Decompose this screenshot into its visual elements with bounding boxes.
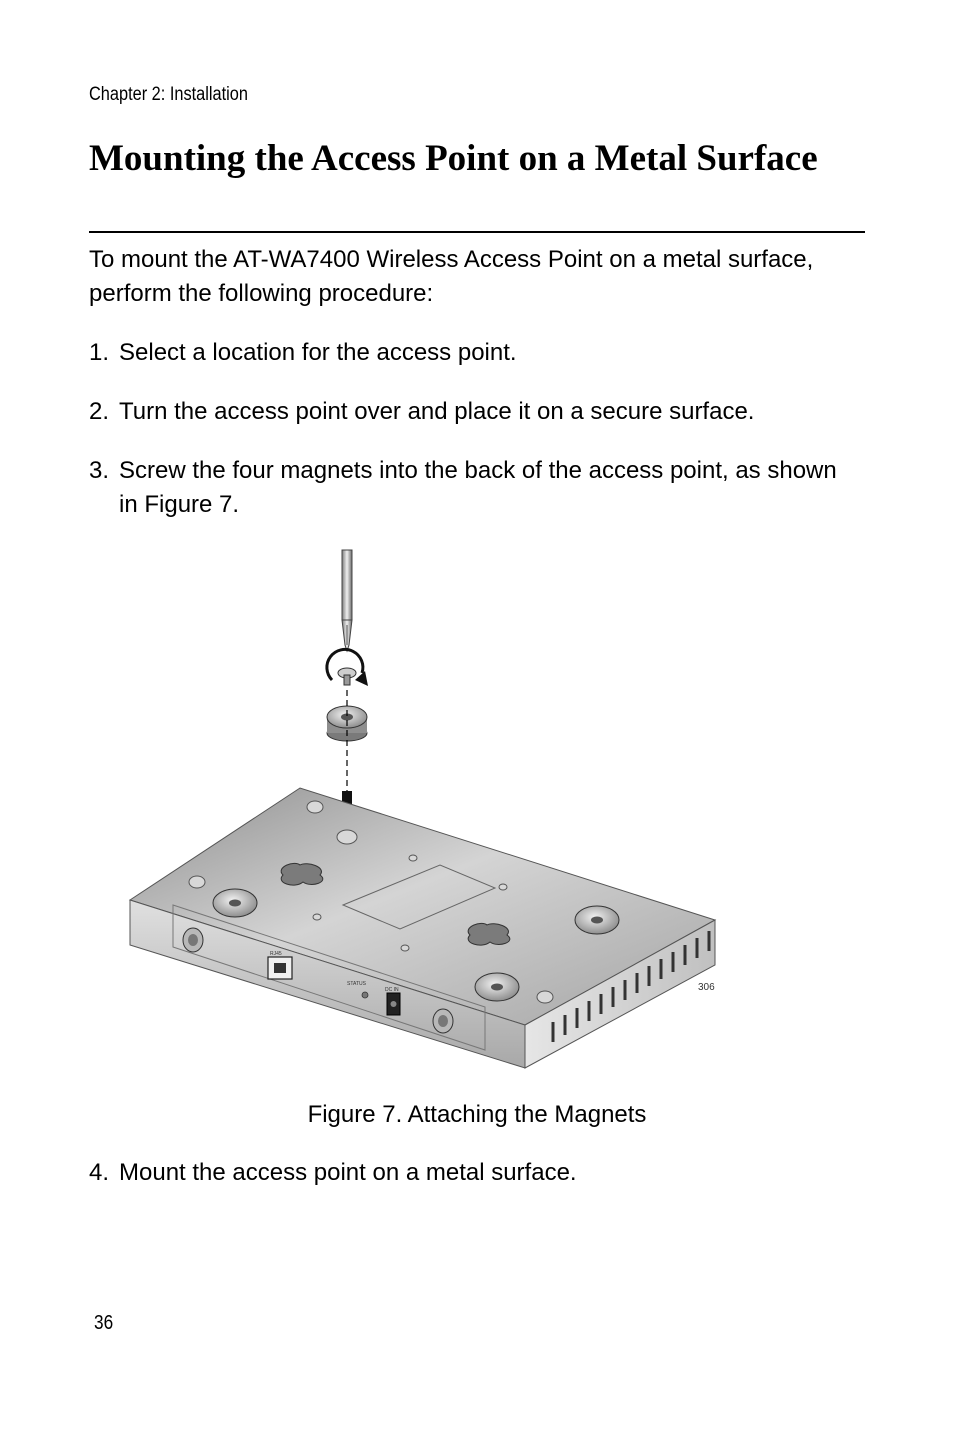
- port-label: RJ45: [270, 951, 282, 957]
- step-number: 3.: [89, 457, 110, 484]
- ethernet-port-icon: [268, 957, 292, 979]
- status-label: STATUS: [347, 981, 366, 987]
- step-text: Mount the access point on a metal surface.: [119, 1159, 577, 1186]
- page-number: 36: [94, 1312, 114, 1334]
- step-text: Screw the four magnets into the back of the access point, as shown in Figure 7.: [119, 457, 837, 518]
- title-rule: [89, 231, 865, 233]
- power-jack-icon: [387, 993, 400, 1015]
- screw-icon: [338, 668, 356, 685]
- step-number: 2.: [89, 398, 110, 425]
- antenna-connector-icon: [183, 928, 203, 952]
- access-point-device: [130, 788, 715, 1068]
- reset-button-icon: [362, 992, 368, 998]
- step-text: Turn the access point over and place it on a secure surface.: [119, 398, 755, 425]
- chapter-header: Chapter 2: Installation: [89, 84, 248, 105]
- step-2: [89, 395, 859, 429]
- magnet-icon: [213, 889, 257, 917]
- step-number: 4.: [89, 1159, 110, 1186]
- magnet-icon: [475, 973, 519, 1001]
- magnet-icon: [575, 906, 619, 934]
- figure-caption: Figure 7. Attaching the Magnets: [307, 1101, 647, 1128]
- power-label: DC IN: [385, 987, 399, 993]
- step-3: [89, 454, 859, 522]
- step-number: 1.: [89, 339, 110, 366]
- screwdriver-icon: [342, 550, 352, 651]
- intro-paragraph: To mount the AT-WA7400 Wireless Access Point on a metal surface, perform the following procedure:: [89, 246, 814, 307]
- figure-code: 306: [698, 982, 715, 993]
- step-1: [89, 336, 859, 370]
- page-title: Mounting the Access Point on a Metal Surface: [89, 138, 818, 179]
- step-text: Select a location for the access point.: [119, 339, 517, 366]
- step-4: [89, 1156, 859, 1190]
- antenna-connector-icon: [433, 1009, 453, 1033]
- figure-attaching-magnets: [125, 545, 725, 1075]
